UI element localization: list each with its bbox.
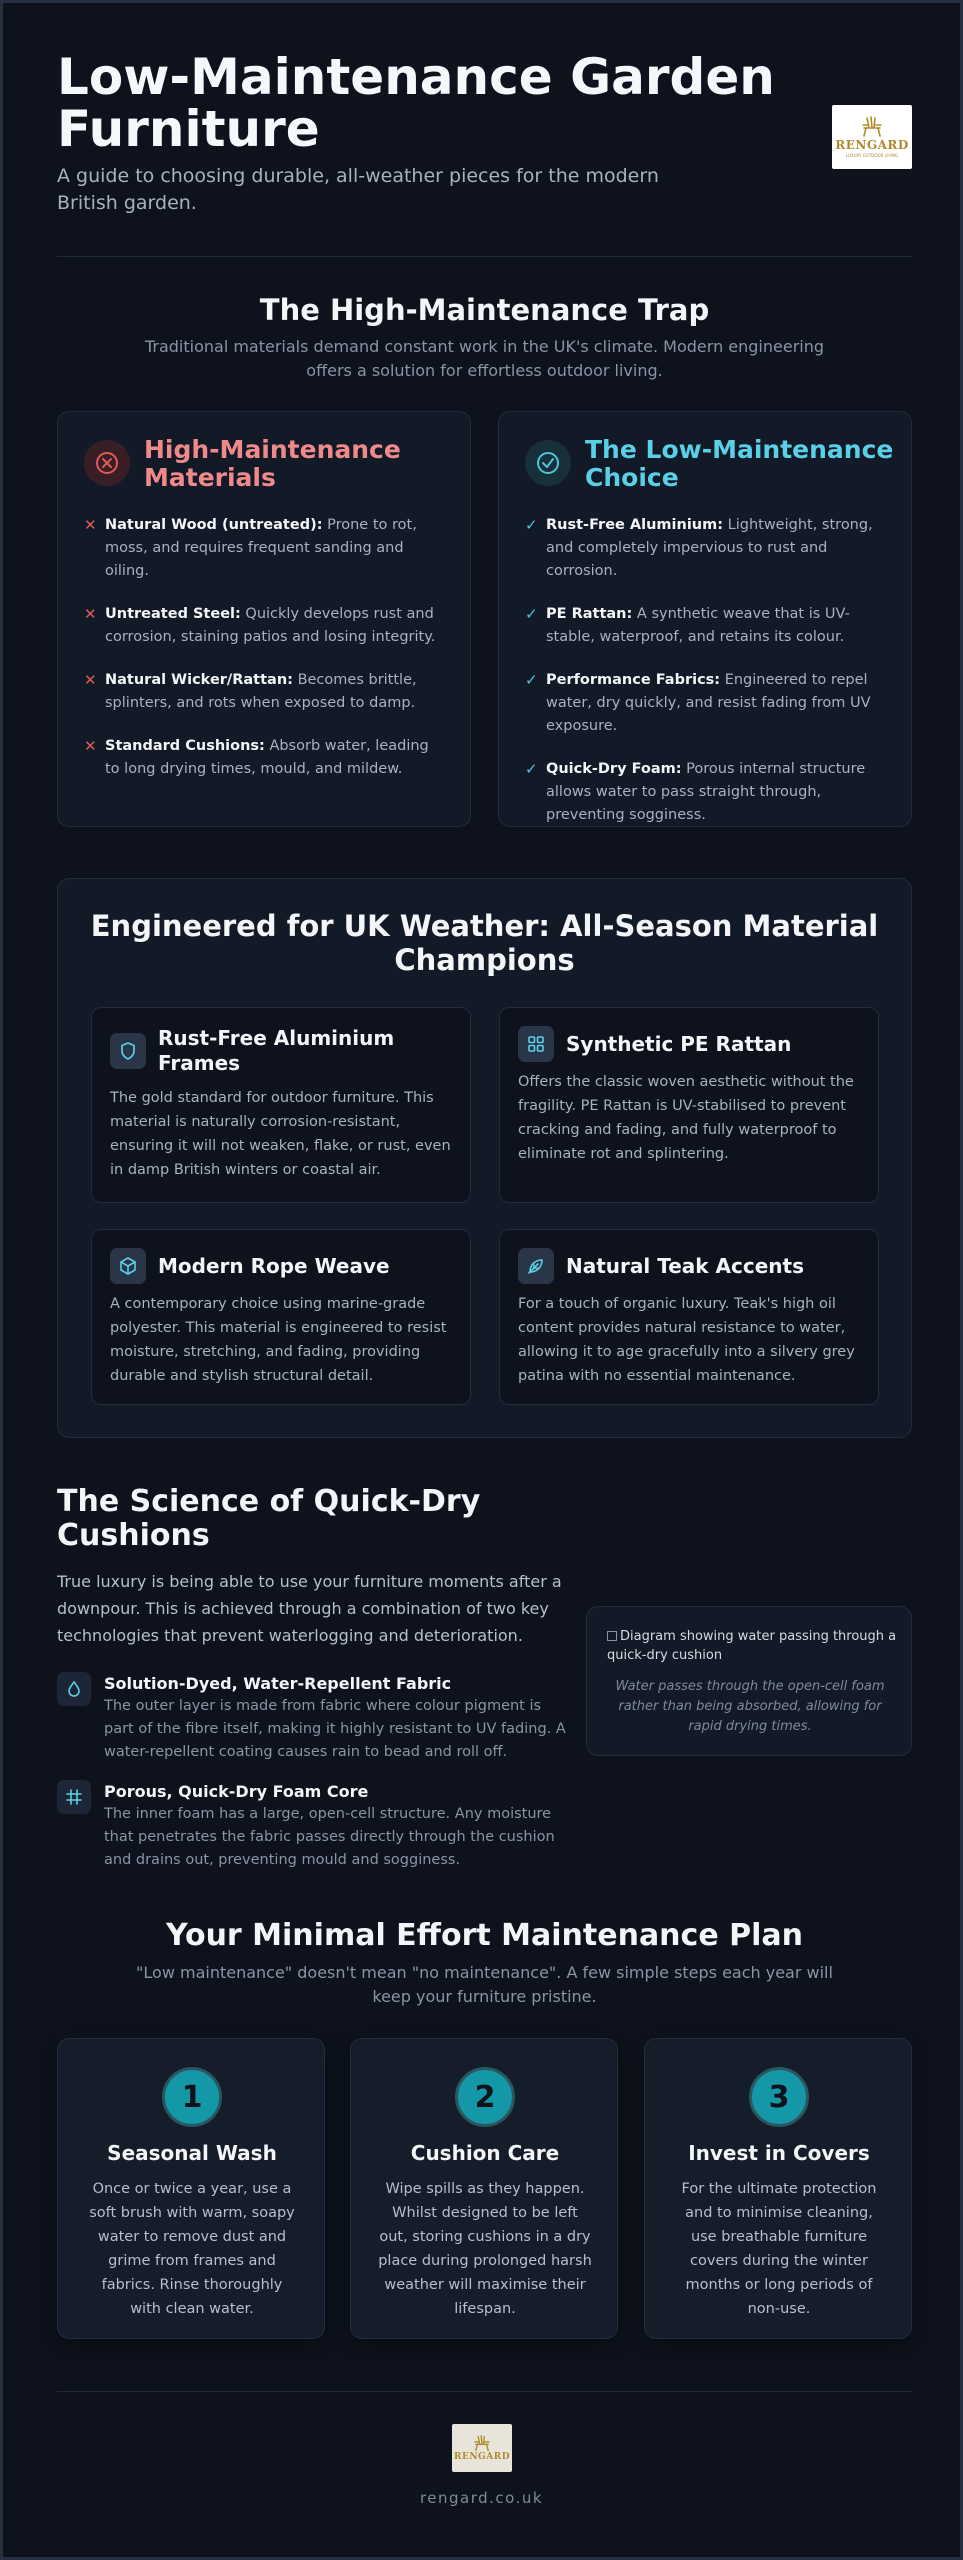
trap-title: The High-Maintenance Trap xyxy=(259,293,710,327)
x-icon: ✕ xyxy=(84,605,97,623)
low-maintenance-title: The Low-Maintenance Choice xyxy=(585,435,894,492)
tech-title: Porous, Quick-Dry Foam Core xyxy=(104,1782,369,1801)
material-description: The gold standard for outdoor furniture. This material is naturally corrosion-resistant, ensuring it will not weaken, flake, or rust, even in damp British winters or coastal air. xyxy=(110,1090,451,1178)
plan-title: Your Minimal Effort Maintenance Plan xyxy=(165,1918,803,1953)
step-number: 1 xyxy=(162,2067,222,2127)
high-maintenance-card xyxy=(57,411,471,827)
x-icon: ✕ xyxy=(84,516,97,534)
logo-wordmark: RENGARD xyxy=(453,2451,511,2462)
material-title: Synthetic PE Rattan xyxy=(566,1031,792,1056)
x-circle-icon xyxy=(84,440,130,486)
x-icon: ✕ xyxy=(84,671,97,689)
leaf-icon xyxy=(518,1248,554,1284)
list-item: ✓ Rust-Free Aluminium: Lightweight, strong, and completely impervious to rust and corrosion. xyxy=(525,514,885,583)
cushion-diagram-figure xyxy=(586,1606,912,1756)
step-number: 3 xyxy=(749,2067,809,2127)
step-card-2 xyxy=(350,2038,618,2339)
website-link[interactable]: rengard.co.uk xyxy=(419,2489,544,2507)
list-item: ✕ Natural Wicker/Rattan: Becomes brittle, splinters, and rots when exposed to damp. xyxy=(84,669,444,715)
list-item: ✕ Standard Cushions: Absorb water, leading to long drying times, mould, and mildew. xyxy=(84,735,444,781)
high-maintenance-title: High-Maintenance Materials xyxy=(144,435,401,492)
list-item: ✓ Quick-Dry Foam: Porous internal structure allows water to pass straight through, preventing sogginess. xyxy=(525,758,885,827)
list-item: ✕ Natural Wood (untreated): Prone to rot, moss, and requires frequent sanding and oiling. xyxy=(84,514,444,583)
diagram-caption: Water passes through the open-cell foam rather than being absorbed, allowing for rapid drying times. xyxy=(615,1679,885,1734)
plan-subtitle: "Low maintenance" doesn't mean "no maintenance". A few simple steps each year will keep your furniture pristine. xyxy=(136,1963,833,2006)
divider xyxy=(57,256,912,257)
material-description: A contemporary choice using marine-grade polyester. This material is engineered to resist moisture, stretching, and fading, providing durable and stylish structural detail. xyxy=(110,1296,447,1384)
x-icon: ✕ xyxy=(84,737,97,755)
material-title: Rust-Free Aluminium Frames xyxy=(158,1026,395,1075)
list-item: ✓ Performance Fabrics: Engineered to repel water, dry quickly, and resist fading from UV exposure. xyxy=(525,669,885,738)
tech-description: The outer layer is made from fabric where colour pigment is part of the fibre itself, making it highly resistant to UV fading. A water-repellent coating causes rain to bead and roll off. xyxy=(104,1698,566,1760)
broken-image-icon xyxy=(607,1631,617,1641)
tech-item-fabric xyxy=(57,1672,577,1762)
step-description: Wipe spills as they happen. Whilst designed to be left out, storing cushions in a dry place during prolonged harsh weather will maximise their lifespan. xyxy=(378,2181,592,2317)
material-title: Natural Teak Accents xyxy=(566,1253,804,1278)
page-subtitle: A guide to choosing durable, all-weather pieces for the modern British garden. xyxy=(57,165,659,214)
material-card-rope-weave xyxy=(91,1229,471,1405)
chair-icon xyxy=(859,116,885,138)
tech-title: Solution-Dyed, Water-Repellent Fabric xyxy=(104,1674,452,1693)
tech-description: The inner foam has a large, open-cell structure. Any moisture that penetrates the fabric passes directly through the cushion and drains out, preventing mould and sogginess. xyxy=(104,1806,555,1868)
hash-icon xyxy=(57,1780,91,1814)
chair-icon xyxy=(472,2435,492,2452)
engineered-panel xyxy=(57,878,912,1438)
step-description: Once or twice a year, use a soft brush with warm, soapy water to remove dust and grime from frames and fabrics. Rinse thoroughly with clean water. xyxy=(89,2181,295,2317)
high-maintenance-list xyxy=(84,514,444,801)
check-icon: ✓ xyxy=(525,516,538,534)
logo-tagline: LUXURY OUTDOOR LIVING xyxy=(845,153,899,158)
science-title: The Science of Quick-Dry Cushions xyxy=(57,1484,481,1553)
footer-logo[interactable] xyxy=(452,2424,512,2472)
shield-icon xyxy=(110,1033,146,1069)
logo-wordmark: RENGARD xyxy=(835,138,909,152)
list-item: ✓ PE Rattan: A synthetic weave that is UV-stable, waterproof, and retains its colour. xyxy=(525,603,885,649)
science-intro: True luxury is being able to use your furniture moments after a downpour. This is achieved through a combination of two key technologies that prevent waterlogging and deterioration. xyxy=(57,1572,562,1645)
step-description: For the ultimate protection and to minimise cleaning, use breathable furniture covers during the winter months or long periods of non-use. xyxy=(681,2181,877,2317)
step-title: Cushion Care xyxy=(410,2141,560,2165)
material-card-pe-rattan xyxy=(499,1007,879,1203)
brand-logo[interactable] xyxy=(832,105,912,169)
tech-item-foam xyxy=(57,1780,577,1870)
material-description: For a touch of organic luxury. Teak's high oil content provides natural resistance to water, allowing it to age gracefully into a silvery grey patina with no essential maintenance. xyxy=(518,1296,855,1384)
step-title: Invest in Covers xyxy=(688,2141,870,2165)
check-icon: ✓ xyxy=(525,671,538,689)
cube-icon xyxy=(110,1248,146,1284)
page-title: Low-Maintenance Garden Furniture xyxy=(57,48,775,158)
divider xyxy=(57,2391,912,2392)
material-card-teak xyxy=(499,1229,879,1405)
grid-icon xyxy=(518,1026,554,1062)
diagram-image-placeholder: Diagram showing water passing through a quick-dry cushion xyxy=(607,1629,897,1663)
check-circle-icon xyxy=(525,440,571,486)
engineered-title: Engineered for UK Weather: All-Season Material Champions xyxy=(90,909,879,977)
low-maintenance-list xyxy=(525,514,885,847)
trap-subtitle: Traditional materials demand constant work in the UK's climate. Modern engineering offers a solution for effortless outdoor living. xyxy=(144,337,825,380)
step-card-3 xyxy=(644,2038,912,2339)
droplet-icon xyxy=(57,1672,91,1706)
step-number: 2 xyxy=(455,2067,515,2127)
material-description: Offers the classic woven aesthetic without the fragility. PE Rattan is UV-stabilised to prevent cracking and fading, and fully waterproof to eliminate rot and splintering. xyxy=(518,1074,854,1162)
low-maintenance-card xyxy=(498,411,912,827)
check-icon: ✓ xyxy=(525,605,538,623)
check-icon: ✓ xyxy=(525,760,538,778)
material-title: Modern Rope Weave xyxy=(158,1253,390,1278)
step-title: Seasonal Wash xyxy=(107,2141,277,2165)
material-card-aluminium xyxy=(91,1007,471,1203)
step-card-1 xyxy=(57,2038,325,2339)
list-item: ✕ Untreated Steel: Quickly develops rust and corrosion, staining patios and losing integrity. xyxy=(84,603,444,649)
